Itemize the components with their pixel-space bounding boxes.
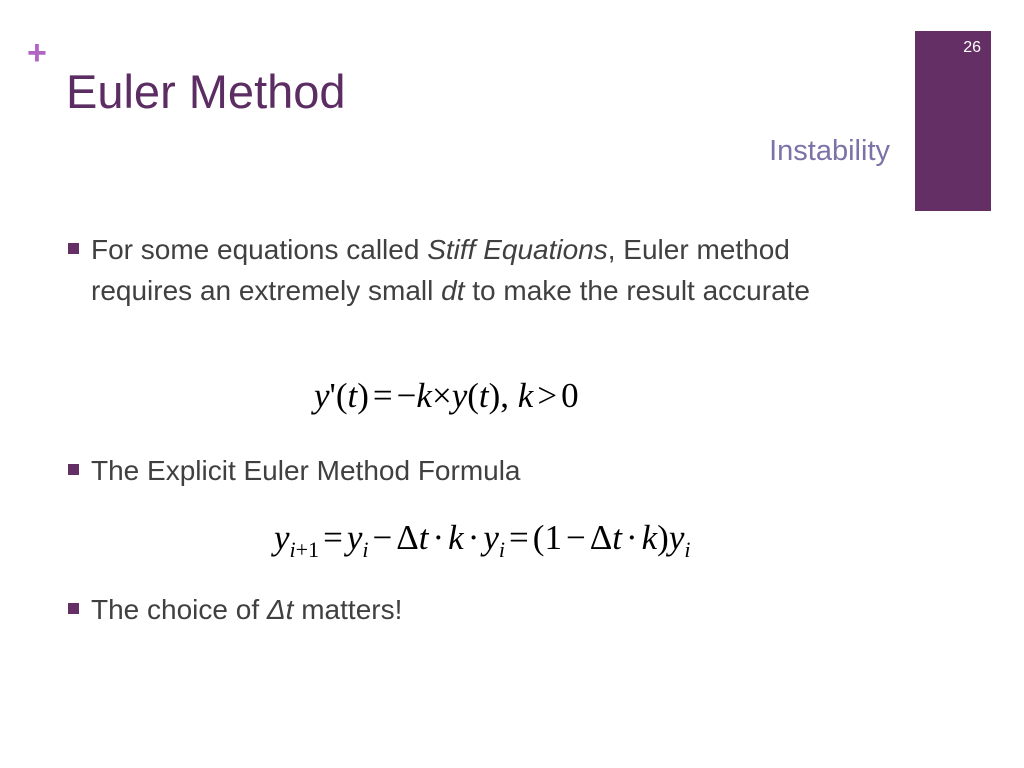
bullet-item <box>68 450 521 491</box>
stiff-equation-formula: y'(t) = −k×y(t), k > 0 <box>314 376 579 415</box>
slide-subtitle: Instability <box>769 135 890 167</box>
euler-explicit-formula: $y_{i+1} = y_i - \Delta t \cdot k \cdot y_i = (1 - \Delta t \cdot k)y_i$ <box>274 518 691 562</box>
bullet-emphasis: dt <box>441 275 465 306</box>
slide-title: Euler Method <box>66 65 346 118</box>
bullet-text-part: matters! <box>293 594 403 625</box>
bullet-square-icon <box>68 603 79 614</box>
plus-mark-icon: + <box>27 34 47 72</box>
bullet-square-icon <box>68 464 79 475</box>
bullet-text <box>91 589 402 630</box>
bullet-text-part: to make the result accurate <box>464 275 810 306</box>
bullet-item <box>68 589 402 630</box>
bullet-emphasis: Stiff Equations <box>427 234 608 265</box>
bullet-emphasis: Δt <box>266 594 294 625</box>
bullet-square-icon <box>68 243 79 254</box>
bullet-item <box>68 229 898 311</box>
bullet-text-part: , Euler method requires an extremely small <box>91 234 790 306</box>
bullet-text: The Explicit Euler Method Formula <box>91 455 521 486</box>
slide-number-box <box>915 31 991 211</box>
bullet-text-part: For some equations called <box>91 234 428 265</box>
bullet-text <box>91 229 891 311</box>
slide-number: 26 <box>963 39 981 56</box>
bullet-text-part: The choice of <box>91 594 267 625</box>
